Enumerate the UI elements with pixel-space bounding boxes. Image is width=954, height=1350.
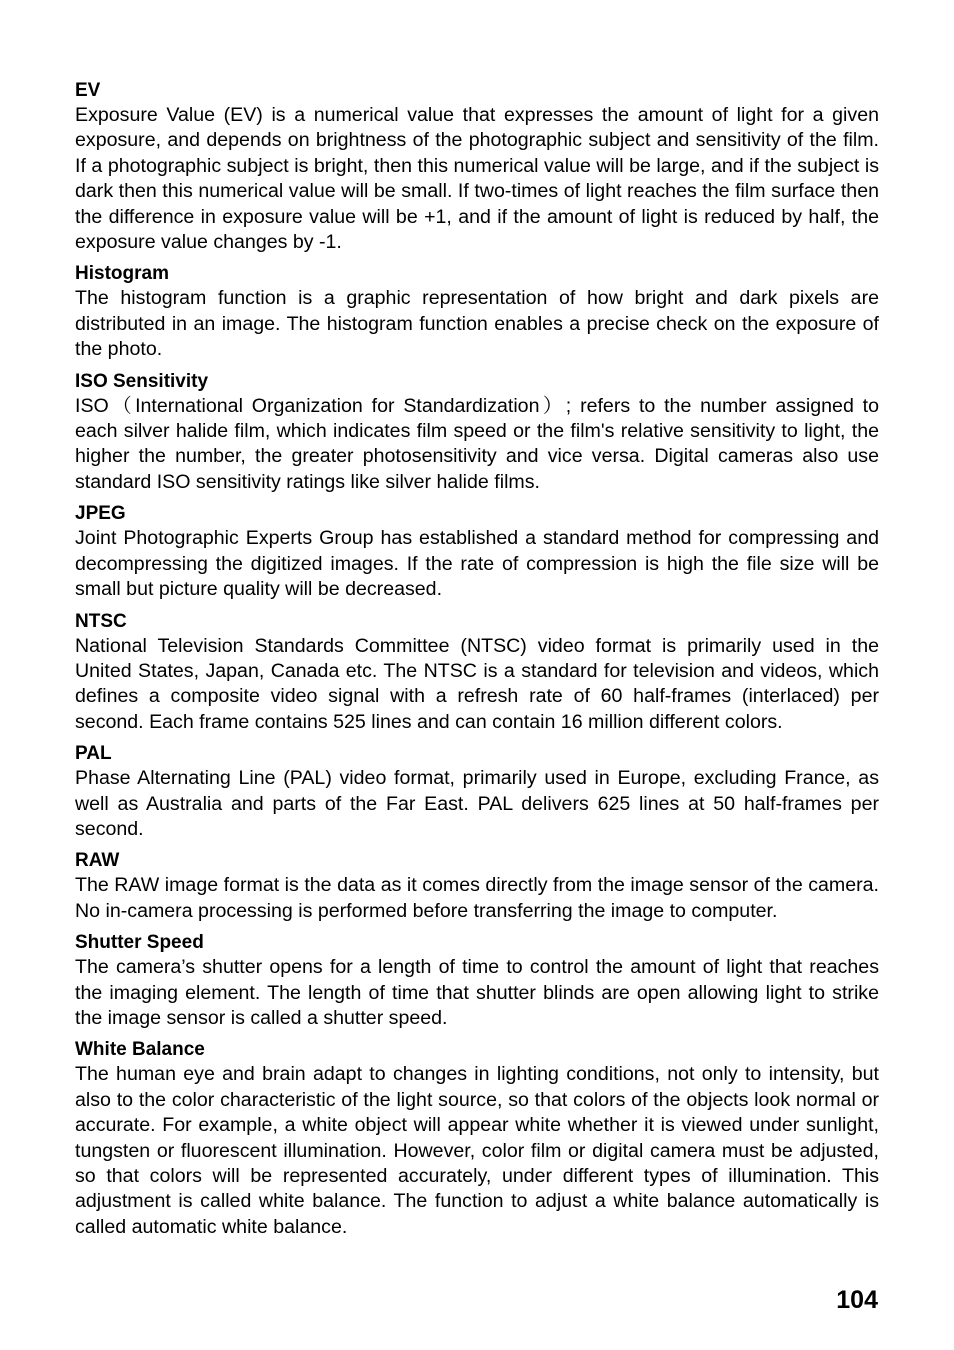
term-definition: Exposure Value (EV) is a numerical value that expresses the amount of light for a given exposure, and depends on brightness of the photographic subject and sensitivity of the film. If a photographic subject is bright, then this numerical value will be large, and if the subject is dark then this numerical value will be small. If two-times of light reaches the film surface then the difference in exposure value will be +1, and if the amount of light is reduced by half, the exposure value changes by -1. [75, 104, 879, 254]
glossary-page [75, 78, 879, 1246]
glossary-entry-jpeg [75, 501, 879, 602]
term-definition: ISO（International Organization for Standardization）; refers to the number assigned to each silver halide film, which indicates film speed or the film's relative sensitivity to light, the higher the number, the greater photosensitivity and vice versa. Digital cameras also use standard ISO sensitivity ratings like silver halide films. [75, 394, 879, 493]
term-heading: PAL [75, 743, 112, 765]
glossary-entry-ev [75, 78, 879, 255]
term-definition: The human eye and brain adapt to changes in lighting conditions, not only to intensity, but also to the color characteristic of the light source, so that colors of the objects look normal or accurate. For example, a white object will appear white whether it is viewed under sunlight, tungsten or fluorescent illumination. However, color film or digital camera must be adjusted, so that colors will be represented accurately, under different types of illumination. This adjustment is called white balance. The function to adjust a white balance automatically is called automatic white balance. [75, 1063, 879, 1238]
glossary-entry-raw [75, 848, 879, 924]
term-definition: The histogram function is a graphic representation of how bright and dark pixels are distributed in an image. The histogram function enables a precise check on the exposure of the photo. [75, 287, 879, 361]
term-definition: The camera’s shutter opens for a length of time to control the amount of light that reaches the imaging element. The length of time that shutter blinds are open allowing light to strike the image sensor is called a shutter speed. [75, 956, 879, 1029]
term-heading: Histogram [75, 263, 169, 285]
term-heading: EV [75, 80, 101, 101]
term-definition: Joint Photographic Experts Group has established a standard method for compressing and decompressing the digitized images. If the rate of compression is high the file size will be small but picture quality will be decreased. [75, 527, 879, 601]
term-definition: The RAW image format is the data as it comes directly from the image sensor of the camera. No in-camera processing is performed before transferring the image to computer. [75, 874, 879, 922]
term-heading: White Balance [75, 1039, 205, 1061]
glossary-entry-pal [75, 741, 879, 842]
term-heading: JPEG [75, 503, 126, 525]
term-heading: NTSC [75, 610, 127, 632]
glossary-entry-white-balance [75, 1037, 879, 1240]
glossary-entry-histogram [75, 261, 879, 362]
glossary-entry-ntsc [75, 609, 879, 736]
term-heading: RAW [75, 850, 120, 872]
glossary-entry-shutter-speed [75, 930, 879, 1031]
glossary-entry-iso-sensitivity [75, 369, 879, 496]
term-definition: Phase Alternating Line (PAL) video format, primarily used in Europe, excluding France, as well as Australia and parts of the Far East. PAL delivers 625 lines at 50 half-frames per second. [75, 767, 879, 840]
page-number: 104 [836, 1286, 878, 1314]
term-definition: National Television Standards Committee (NTSC) video format is primarily used in the United States, Japan, Canada etc. The NTSC is a standard for television and videos, which defines a composite video signal with a refresh rate of 60 half-frames (interlaced) per second. Each frame contains 525 lines and can contain 16 million different colors. [75, 634, 879, 733]
term-heading: ISO Sensitivity [75, 370, 209, 392]
term-heading: Shutter Speed [75, 932, 204, 954]
